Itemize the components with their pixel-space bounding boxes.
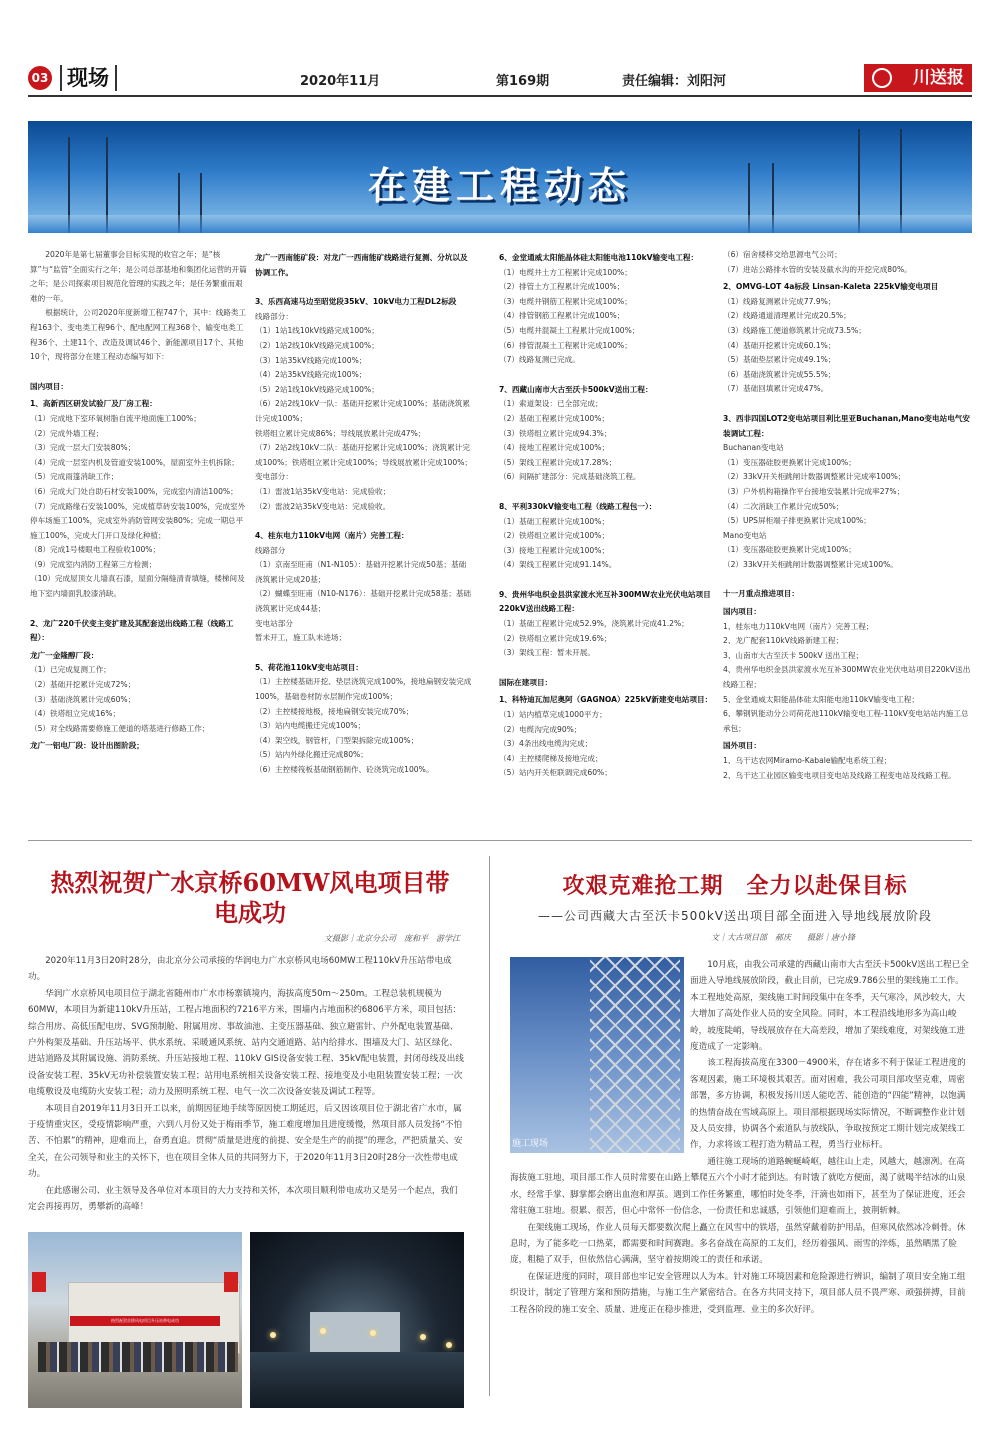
column-spacer <box>499 485 717 497</box>
column-line: （5）基础垫层累计完成49.1%； <box>723 355 836 365</box>
column-line: （5）2站1线10kV线路完成100%； <box>255 384 379 394</box>
column-spacer <box>499 661 717 673</box>
article-title: 热烈祝贺广水京桥60MW风电项目带电成功 <box>50 868 450 927</box>
column-line: （3）完成一层大门安装80%； <box>30 443 136 453</box>
column-line: （1）基础工程累计完成100%； <box>499 516 610 526</box>
column-line: （6）间隔扩建部分：完成基础浇筑工程。 <box>499 472 641 482</box>
column-heading: 十一月重点推进项目： <box>723 589 799 599</box>
column-line: （4）架线工程累计完成91.14%。 <box>499 560 617 570</box>
column-line: （1）变压器硅胶更换累计完成100%； <box>723 457 856 467</box>
column-line: （4）排管钢筋工程累计完成100%； <box>499 311 625 321</box>
column-line: （7）基础回填累计完成47%。 <box>723 384 829 394</box>
column-heading: 3、乐西高速马边至昭觉段35kV、10kV电力工程DL2标段 <box>255 297 457 307</box>
column-line: 3、山南市大古至沃卡 500kV 送出工程； <box>723 650 864 660</box>
column-heading: 国内项目： <box>723 607 761 617</box>
column-line: （4）二次消缺工作累计完成50%； <box>723 501 844 511</box>
column-line: （4）架空线，钢管杆，门型架拆除完成100%； <box>255 735 419 745</box>
article-paragraph: 10月底，由我公司承建的西藏山南市大古至沃卡500kV送出工程已全面进入导地线展放阶段，截止目前，已完成9.786公里的架线施工工作。本工程地处高原，架线施工时间段集中在冬季，天气寒冷，风沙较大，大大增加了高处作业人员的安全风险。同时，本工程沿线地形多为高山峻岭，坡度陡峭，导线展放存在大高差段，增加了架线难度，对架线施工进度造成了一定影响。 <box>690 960 969 1053</box>
night-substation-photo <box>250 1232 464 1408</box>
column-spacer <box>723 397 971 409</box>
column-line: （3）线路施工便道修筑累计完成73.5%； <box>723 325 866 335</box>
text-column-2 <box>255 248 473 778</box>
column-line: （3）电缆井钢筋工程累计完成100%； <box>499 296 632 306</box>
column-divider <box>489 856 490 1396</box>
column-line: （8）完成1号楼眼电工程验收100%； <box>30 545 161 555</box>
team-photo <box>28 1232 242 1408</box>
column-heading: 8、平利330kV输变电工程（线路工程包一）： <box>499 501 657 511</box>
article-paragraph: 在此感谢公司、业主领导及各单位对本项目的大力支持和关怀，本次项目顺利带电成功又是另一个起点，我们定会再接再厉，勇攀新的高峰！ <box>28 1185 458 1213</box>
column-line: （2）基础工程累计完成100%； <box>499 413 610 423</box>
column-line: （5）站内外绿化搬迁完成80%； <box>255 750 368 760</box>
column-line: （7）线路复测已完成。 <box>499 355 580 365</box>
article-paragraph: 在保证进度的同时，项目部也牢记安全管理以人为本。针对施工环境因素和危险源进行辨识，编制了项目安全施工组织设计，制定了管理方案和预防措施，与施工生产紧密结合。在各方共同支持下，项目部人员不畏严寒、顽强拼搏，目前工程各阶段的施工安全、质量、进度正在稳步推进，受到监理、业主的多次好评。 <box>510 1271 966 1315</box>
column-line: （6）基础浇筑累计完成55.5%； <box>723 369 836 379</box>
column-line: （3）户外机构箱操作平台接地安装累计完成率27%； <box>723 486 905 496</box>
column-heading: 5、荷花池110kV变电站项目： <box>255 662 363 672</box>
column-line: 2、乌干达工业园区输变电项目变电站及线路工程变电站及线路工程。 <box>723 770 956 780</box>
staff-group <box>38 1342 238 1372</box>
column-heading: 1、科特迪瓦加尼奥阿（GAGNOA）225kV新建变电站项目： <box>499 695 713 705</box>
article-paragraph: 通往施工现场的道路蜿蜒崎岖，越往山上走，风越大，越凛冽。在高海拔施工驻地，项目部工作人员时常要在山路上攀爬五六个小时才能到达。有时饿了就吃方便面，渴了就喝半结冰的山泉水，经常手掌、脚掌都会磨出血泡和厚茧。遇到工作任务繁重，哪怕时处冬季，汗滴也如雨下，甚至为了保证进度，还会常驻施工驻地。很累、很苦，但心中常怀一份信念，一份责任和忠诚感，引领他们迎难而上，披荆斩棘。 <box>510 1156 966 1217</box>
column-spacer <box>255 646 473 658</box>
column-line: （7）2站2线10kV二队：基础开挖累计完成100%；浇筑累计完成100%；铁塔组立累计完成100%；导线展放累计完成100%； <box>255 443 473 467</box>
column-line: （2）33kV开关柜跳闸计数器调整累计完成100%。 <box>723 559 898 569</box>
light-icon <box>320 1328 326 1334</box>
column-line: （3）接地工程累计完成100%； <box>499 545 610 555</box>
column-spacer <box>255 280 473 292</box>
column-line: 4、贵州华电织金县洪家渡水光互补300MW农业光伏电站项目220kV送出线路工程； <box>723 665 971 690</box>
light-icon <box>446 1342 452 1348</box>
column-heading: 国外项目： <box>723 741 761 751</box>
column-line: （3）4条出线电缆沟完成； <box>499 739 593 749</box>
column-line: （5）站内开关柜联调完成60%； <box>499 768 612 778</box>
column-heading: 龙广一西南能矿段：对龙广一西南能矿线路进行复测、分坑以及协调工作。 <box>255 253 468 277</box>
column-line: 暂未开工，施工队未进场； <box>255 633 347 643</box>
column-heading: 龙广一铝电厂段：设计出图阶段； <box>30 741 144 751</box>
article-title: 攻艰克难抢工期 全力以赴保目标 <box>562 873 908 899</box>
celebration-banner-text: 热烈祝贺京桥风电项目升压站带电成功 <box>111 1318 179 1323</box>
column-line: （1）京南至旺甫（N1-N105）：基础开挖累计完成50基；基础浇筑累计完成20基； <box>255 560 467 584</box>
column-line: （1）基础工程累计完成52.9%，浇筑累计完成41.2%； <box>499 619 689 629</box>
article-byline: 文｜大古项目部 郝庆 摄影｜唐小锋 <box>711 933 855 942</box>
banner-title: 在建工程动态 <box>367 164 632 208</box>
flag-icon <box>224 1272 238 1292</box>
column-spacer <box>30 365 248 377</box>
column-heading: 龙广一金隆醇厂段： <box>30 650 99 660</box>
column-spacer <box>723 572 971 584</box>
column-spacer <box>30 602 248 614</box>
editor-credit: 责任编辑：刘阳河 <box>622 74 727 89</box>
column-line: 线路部分 <box>255 545 286 555</box>
column-line: （1）站内植草完成1000平方； <box>499 710 607 720</box>
column-line: （2）雷波2站35kV变电站：完成验收。 <box>255 501 391 511</box>
column-line: （3）站内电缆搬迁完成100%； <box>255 721 366 731</box>
column-line: （2）主控楼接地极，接地扁钢安装完成70%； <box>255 706 414 716</box>
column-line: （2）铁塔组立累计完成19.6%； <box>499 633 612 643</box>
logo-emblem-icon <box>872 68 892 88</box>
column-line: （3）架线工程：暂未开展。 <box>499 648 595 658</box>
section-name: 现场 <box>60 65 109 91</box>
article-paragraph: 本项目自2019年11月3日开工以来，前期因征地手续等原因使工期延迟，后又因该项目位于湖北省广水市，属于疫情重灾区，受疫情影响严重，六到八月份又处于梅雨季节，施工难度增加且进度缓慢，然项目部人员发扬“不怕苦、不怕累”的精神，迎难而上，奋勇直追。贯彻“质量是进度的前提、安全是生产的前提”的理念，严把质量关、安全关，在公司领导和业主的关怀下，也在项目全体人员的共同努力下，于2020年11月3日20时28分一次性带电成功。 <box>28 1103 463 1180</box>
column-heading: 6、金堂通威太阳能晶体硅太阳能电池110kV输变电工程： <box>499 253 699 262</box>
column-line: （4）2站35kV线路完成100%； <box>255 370 367 380</box>
column-line: 6、攀钢钒能动分公司荷花池110kV输变电工程-110kV变电站站内施工总承包； <box>723 709 969 733</box>
column-line: （6）宿舍楼移交给思源电气公司； <box>723 250 842 259</box>
column-heading: 7、西藏山南市大古至沃卡500kV送出工程： <box>499 384 653 394</box>
tower-photo <box>510 957 684 1153</box>
column-line: 2、龙广配套110kV线路新建工程； <box>723 636 844 646</box>
column-spacer <box>499 573 717 585</box>
column-line: （5）架线工程累计完成17.28%； <box>499 457 617 467</box>
column-line: （1）线路复测累计完成77.9%； <box>723 296 836 306</box>
column-spacer <box>499 368 717 380</box>
ground <box>250 1352 464 1408</box>
column-heading: 3、西非四国LOT2变电站项目利比里亚Buchanan,Mano变电站电气安装调试工程： <box>723 413 970 438</box>
column-line: 2020年是第七届董事会目标实现的收官之年；是“核算”与“监管”全面实行之年；是公司总部基地和集团化运营的开篇之年；是公司探索项目规范化管理的实践之年；是任务繁重而艰难的一年。 <box>30 250 247 303</box>
column-line: （2）基础开挖累计完成72%； <box>30 680 136 690</box>
column-line: （5）电缆井混凝土工程累计完成100%； <box>499 325 640 335</box>
column-line: （1）已完成复测工作； <box>30 665 111 675</box>
column-line: （3）铁塔组立累计完成94.3%； <box>499 428 612 438</box>
column-line: （7）完成路缘石安装100%，完成植草砖安装100%，完成室外停车场施工100%，完成室外消防管网安装80%；完成一期总平施工100%，完成大门开口及绿化种植； <box>30 501 246 540</box>
column-line: （10）完成屋顶女儿墙真石漆，屋面分隔缝清青填缝，楼梯间及地下室内墙面乳胶漆消缺。 <box>30 574 245 599</box>
column-line: Mano变电站 <box>723 530 767 540</box>
column-line: （9）完成室内消防工程第三方检测； <box>30 559 157 569</box>
column-line: （2）排管土方工程累计完成100%； <box>499 282 625 292</box>
column-line: 铁塔组立累计完成86%；导线展放累计完成47%； <box>255 428 426 438</box>
light-icon <box>270 1332 276 1338</box>
column-line: （2）电缆沟完成90%； <box>499 724 582 734</box>
column-line: （4）铁塔组立完成16%； <box>30 709 121 719</box>
column-heading: 4、桂东电力110kV电网（南片）完善工程： <box>255 531 409 541</box>
column-line: （2）1站2线10kV线路完成100%； <box>255 340 379 350</box>
column-line: （6）主控楼筏板基础钢筋制作、砼浇筑完成100%。 <box>255 765 434 774</box>
column-heading: 国内项目： <box>30 381 68 391</box>
issue-number: 第169期 <box>496 74 550 89</box>
column-line: （2）完成外墙工程； <box>30 428 104 438</box>
text-column-1 <box>30 248 248 754</box>
column-line: 1、桂东电力110kV电网（南片）完善工程； <box>723 621 874 631</box>
column-line: （5）对全线路需要修施工便道的塔基进行修路工作； <box>30 723 210 733</box>
column-line: （6）完成大门处自助石材安装100%，完成室内清洁100%； <box>30 486 238 496</box>
page-header <box>28 64 972 94</box>
column-line: （5）UPS屏柜端子排更换累计完成100%； <box>723 516 871 526</box>
text-column-3 <box>499 248 717 781</box>
section-banner <box>28 121 972 233</box>
column-line: （2）线路通道清理累计完成20.5%； <box>723 311 851 321</box>
photo-caption: 施工现场 <box>512 1139 549 1149</box>
column-spacer <box>255 514 473 526</box>
column-heading: 2、龙广220千伏变主变扩建及其配套送出线路工程（线路工程）： <box>30 618 234 643</box>
banner-ground <box>28 215 972 233</box>
column-heading: 1、高新西区研发试验厂及厂房工程： <box>30 399 157 409</box>
column-line: （2）蝴蝶至旺甫（N10-N176）：基础开挖累计完成58基；基础浇筑累计完成44基； <box>255 589 472 614</box>
flag-icon <box>32 1272 46 1292</box>
page-number: 03 <box>28 66 52 90</box>
column-line: 线路部分： <box>255 311 293 321</box>
column-line: （4）主控楼爬梯及接地完成； <box>499 753 603 763</box>
column-line: （1）变压器硅胶更换累计完成100%； <box>723 545 856 555</box>
section-divider <box>28 840 972 841</box>
celebration-banner <box>70 1316 220 1326</box>
article-paragraph: 该工程海拔高度在3300－4900米，存在诸多不利于保证工程进度的客观因素，施工环境极其艰苦。面对困难，我公司项目部攻坚克难，周密部署，多方协调，积极发扬川送人能吃苦、能创造的“四能”精神，以饱满的热情奋战在雪域高原上。项目部根据现场实际情况，不断调整作业计划及人员安排，协调各个索道队与放线队，争取按预定工期计划完成架线工作，力求将该工程打造为精品工程，勇当行业标杆。 <box>690 1058 966 1151</box>
article-body <box>28 953 464 1216</box>
header-rule <box>28 95 972 97</box>
newspaper-logo <box>864 64 972 92</box>
column-line: 变电站部分 <box>255 618 293 628</box>
column-line: （3）基础浇筑累计完成60%； <box>30 694 136 704</box>
column-line: （3）1站35kV线路完成100%； <box>255 355 367 365</box>
column-line: 1、乌干达农网Miramo-Kabale输配电系统工程； <box>723 756 892 765</box>
article-paragraph: 华润广水京桥风电项目位于湖北省随州市广水市杨寨镇境内，海拔高度50m～250m。工程总装机规模为60MW，本项目为新建110kV升压站，工程占地面积约7216平方米，围墙内占地面积约6806平方米，项目包括：综合用房、高低压配电房、SVG预制舱、附属用房、事故油池、主变压器基础、独立避雷针、户外配电装置基础、户外构架及基础、升压站场平、供水系统、采暖通风系统、站内交通道路、站内给排水、围墙及大门、站区绿化、进站道路及其附属设施、消防系统、升压站接地工程、110kV GIS设备安装工程、35kV配电装置，封闭母线及出线设备安装工程、35kV无功补偿装置安装工程；站用电系统相关设备安装工程、接地变及小电阻装置安装工程；一次电缆敷设及电缆防火安装工程；动力及照明系统工程、电气一次二次设备安装及调试工程等。 <box>28 988 464 1098</box>
column-line: （2）33kV开关柜跳闸计数器调整累计完成率100%； <box>723 472 906 482</box>
column-line: （1）索道架设：已全部完成； <box>499 399 603 409</box>
column-heading: 国际在建项目： <box>499 677 553 687</box>
column-line: 5、金堂通威太阳能晶体硅太阳能电池110kV输变电工程； <box>723 694 919 704</box>
article-subtitle: ——公司西藏大古至沃卡500kV送出项目部全面进入导地线展放阶段 <box>537 909 933 923</box>
column-heading: 9、贵州华电织金县洪家渡水光互补300MW农业光伏电站项目220kV送出线路工程： <box>499 589 711 614</box>
column-line: 变电部分： <box>255 472 293 482</box>
text-column-4 <box>723 248 971 783</box>
column-line: （5）完成雨篷消缺工作； <box>30 472 119 482</box>
column-line: （1）电缆井土方工程累计完成100%； <box>499 267 632 277</box>
logo-text: 川送报 <box>913 68 964 88</box>
column-line: （4）基础开挖累计完成60.1%； <box>723 340 836 350</box>
column-line: （1）主控楼基础开挖、垫层浇筑完成100%，接地扁钢安装完成100%，基础卷材防水层制作完成100%； <box>255 677 472 702</box>
column-line: Buchanan变电站 <box>723 443 784 453</box>
article-paragraph: 2020年11月3日20时28分，由北京分公司承接的华润电力广水京桥风电场60MW工程110kV升压站带电成功。 <box>28 956 452 983</box>
transmission-tower-icon <box>590 957 680 1153</box>
column-line: （2）铁塔组立累计完成100%； <box>499 531 610 541</box>
column-line: 根据统计，公司2020年度新增工程747个，其中：线路类工程163个、变电类工程96个、配电配网工程368个、输变电类工程36个、土建11个、改造及调试46个、新能源项目17个、其他10个，现将部分在建工程动态编写如下： <box>30 308 247 362</box>
light-icon <box>370 1330 376 1336</box>
column-line: （6）2站2线10kV一队：基础开挖累计完成100%；基础浇筑累计完成100%； <box>255 399 470 423</box>
column-line: （4）接地工程累计完成100%； <box>499 443 610 453</box>
column-heading: 2、OMVG-LOT 4a标段 Linsan-Kaleta 225kV输变电项目 <box>723 282 939 292</box>
article-byline: 文摄影｜北京分公司 庞和平 游学江 <box>324 934 460 943</box>
light-icon <box>420 1334 426 1340</box>
article-paragraph: 在架线施工现场，作业人员每天都要数次爬上矗立在风雪中的铁塔，虽然穿戴着防护用品，但寒风依然冰冷刺骨。休息时，为了能多吃一口热菜，都需要和时间赛跑。多名奋战在高原的工友们，经历着强风、雨雪的淬炼，虽然晒黑了脸庞，粗糙了双手，但依然信心满满，坚守着按期竣工的责任和承诺。 <box>510 1222 966 1266</box>
issue-date: 2020年11月 <box>300 74 381 89</box>
column-line: （6）排管混凝土工程累计完成100%； <box>499 340 632 350</box>
column-line: （1）雷波1站35kV变电站：完成验收； <box>255 486 391 496</box>
column-line: （1）完成地下室环氧树脂自流平地面施工100%； <box>30 413 201 423</box>
column-line: （7）进站公路排水管的安装及截水沟的开挖完成80%。 <box>723 264 912 274</box>
column-line: （4）完成一层室内机及管道安装100%，屋面室外主机拆除； <box>30 457 239 467</box>
column-line: （1）1站1线10kV线路完成100%； <box>255 326 379 336</box>
